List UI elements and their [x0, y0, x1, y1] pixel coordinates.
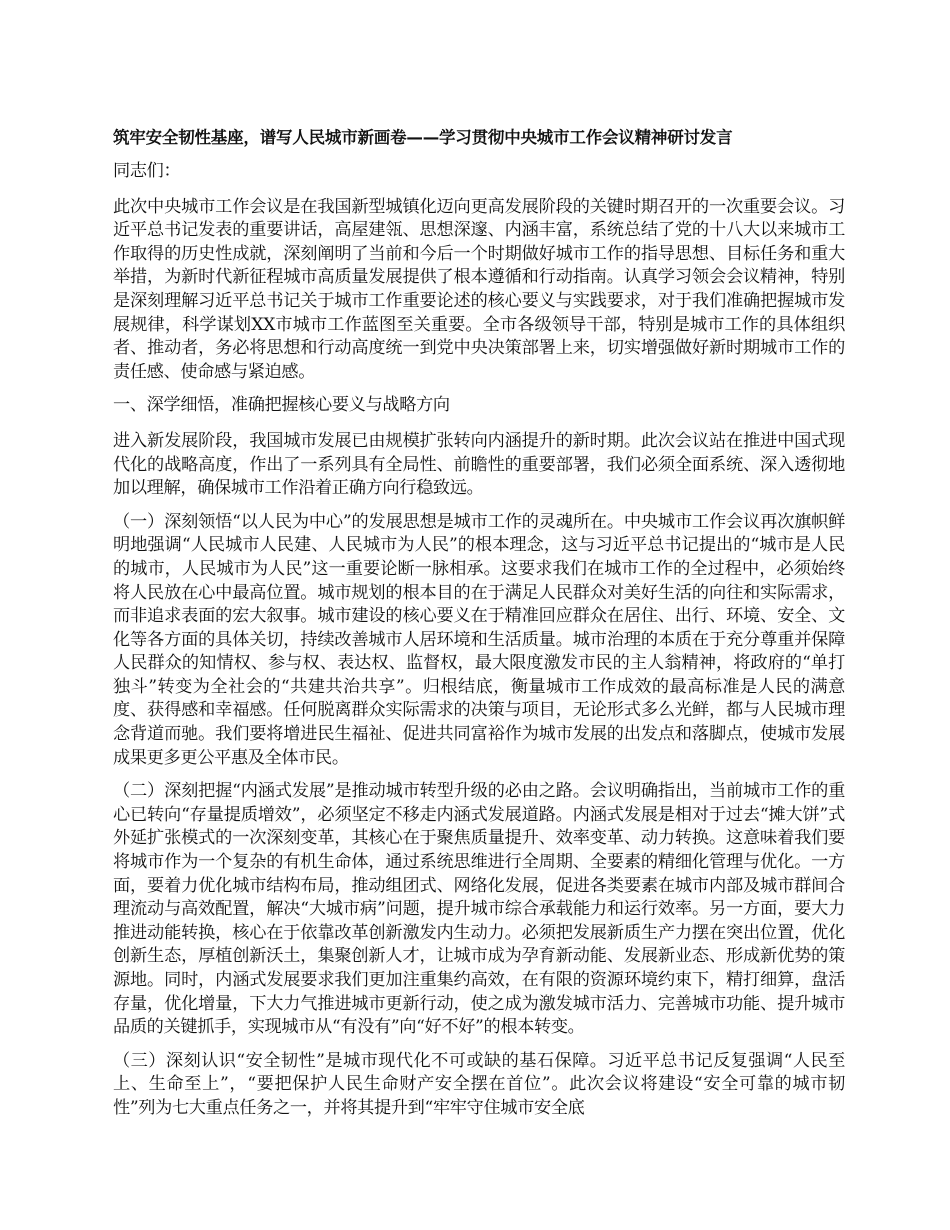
subsection-paragraph-2: （二）深刻把握“内涵式发展”是推动城市转型升级的必由之路。会议明确指出，当前城市工作的重心已转向“存量提质增效”，必须坚定不移走内涵式发展道路。内涵式发展是相对于过去“摊大饼”式外延扩张模式的一次深刻变革，其核心在于聚焦质量提升、效率变革、动力转换。这意味着我们要将城市作为一个复杂的有机生命体，通过系统思维进行全周期、全要素的精细化管理与优化。一方面，要着力优化城市结构布局，推动组团式、网络化发展，促进各类要素在城市内部及城市群间合理流动与高效配置，解决“大城市病”问题，提升城市综合承载能力和运行效率。另一方面，要大力推进动能转换，核心在于依靠改革创新激发内生动力。必须把发展新质生产力摆在突出位置，优化创新生态，厚植创新沃土，集聚创新人才，让城市成为孕育新动能、发展新业态、形成新优势的策源地。同时，内涵式发展要求我们更加注重集约高效，在有限的资源环境约束下，精打细算，盘活存量，优化增量，下大力气推进城市更新行动，使之成为激发城市活力、完善城市功能、提升城市品质的关键抓手，实现城市从“有没有”向“好不好”的根本转变。	[113, 781, 845, 1038]
document-title: 筑牢安全韧性基座，谱写人民城市新画卷——学习贯彻中央城市工作会议精神研讨发言	[113, 128, 733, 147]
salutation: 同志们：	[113, 161, 181, 181]
section-intro-paragraph: 进入新发展阶段，我国城市发展已由规模扩张转向内涵提升的新时期。此次会议站在推进中国式现代化的战略高度，作出了一系列具有全局性、前瞻性的重要部署，我们必须全面系统、深入透彻地加以理解，确保城市工作沿着正确方向行稳致远。	[113, 430, 845, 499]
section-heading: 一、深学细悟，准确把握核心要义与战略方向	[113, 395, 450, 416]
document-page	[113, 126, 845, 1131]
intro-paragraph: 此次中央城市工作会议是在我国新型城镇化迈向更高发展阶段的关键时期召开的一次重要会议。习近平总书记发表的重要讲话，高屋建瓴、思想深邃、内涵丰富，系统总结了党的十八大以来城市工作取得的历史性成就，深刻阐明了当前和今后一个时期做好城市工作的指导思想、目标任务和重大举措，为新时代新征程城市高质量发展提供了根本遵循和行动指南。认真学习领会会议精神，特别是深刻理解习近平总书记关于城市工作重要论述的核心要义与实践要求，对于我们准确把握城市发展规律，科学谋划XX市城市工作蓝图至关重要。全市各级领导干部，特别是城市工作的具体组织者、推动者，务必将思想和行动高度统一到党中央决策部署上来，切实增强做好新时期城市工作的责任感、使命感与紧迫感。	[113, 196, 845, 382]
subsection-paragraph-3: （三）深刻认识“安全韧性”是城市现代化不可或缺的基石保障。习近平总书记反复强调“人民至上、生命至上”，“要把保护人民生命财产安全摆在首位”。此次会议将建设“安全可靠的城市韧性”列为七大重点任务之一，并将其提升到“牢牢守住城市安全底	[113, 1050, 845, 1118]
subsection-paragraph-1: （一）深刻领悟“以人民为中心”的发展思想是城市工作的灵魂所在。中央城市工作会议再次旗帜鲜明地强调“人民城市人民建、人民城市为人民”的根本理念，这与习近平总书记提出的“城市是人民的城市，人民城市为人民”这一重要论断一脉相承。这要求我们在城市工作的全过程中，必须始终将人民放在心中最高位置。城市规划的根本目的在于满足人民群众对美好生活的向往和实际需求，而非追求表面的宏大叙事。城市建设的核心要义在于精准回应群众在居住、出行、环境、安全、文化等各方面的具体关切，持续改善城市人居环境和生活质量。城市治理的本质在于充分尊重并保障人民群众的知情权、参与权、表达权、监督权，最大限度激发市民的主人翁精神，将政府的“单打独斗”转变为全社会的“共建共治共享”。归根结底，衡量城市工作成效的最高标准是人民的满意度、获得感和幸福感。任何脱离群众实际需求的决策与项目，无论形式多么光鲜，都与人民城市理念背道而驰。我们要将增进民生福祉、促进共同富裕作为城市发展的出发点和落脚点，使城市发展成果更多更公平惠及全体市民。	[113, 511, 845, 768]
